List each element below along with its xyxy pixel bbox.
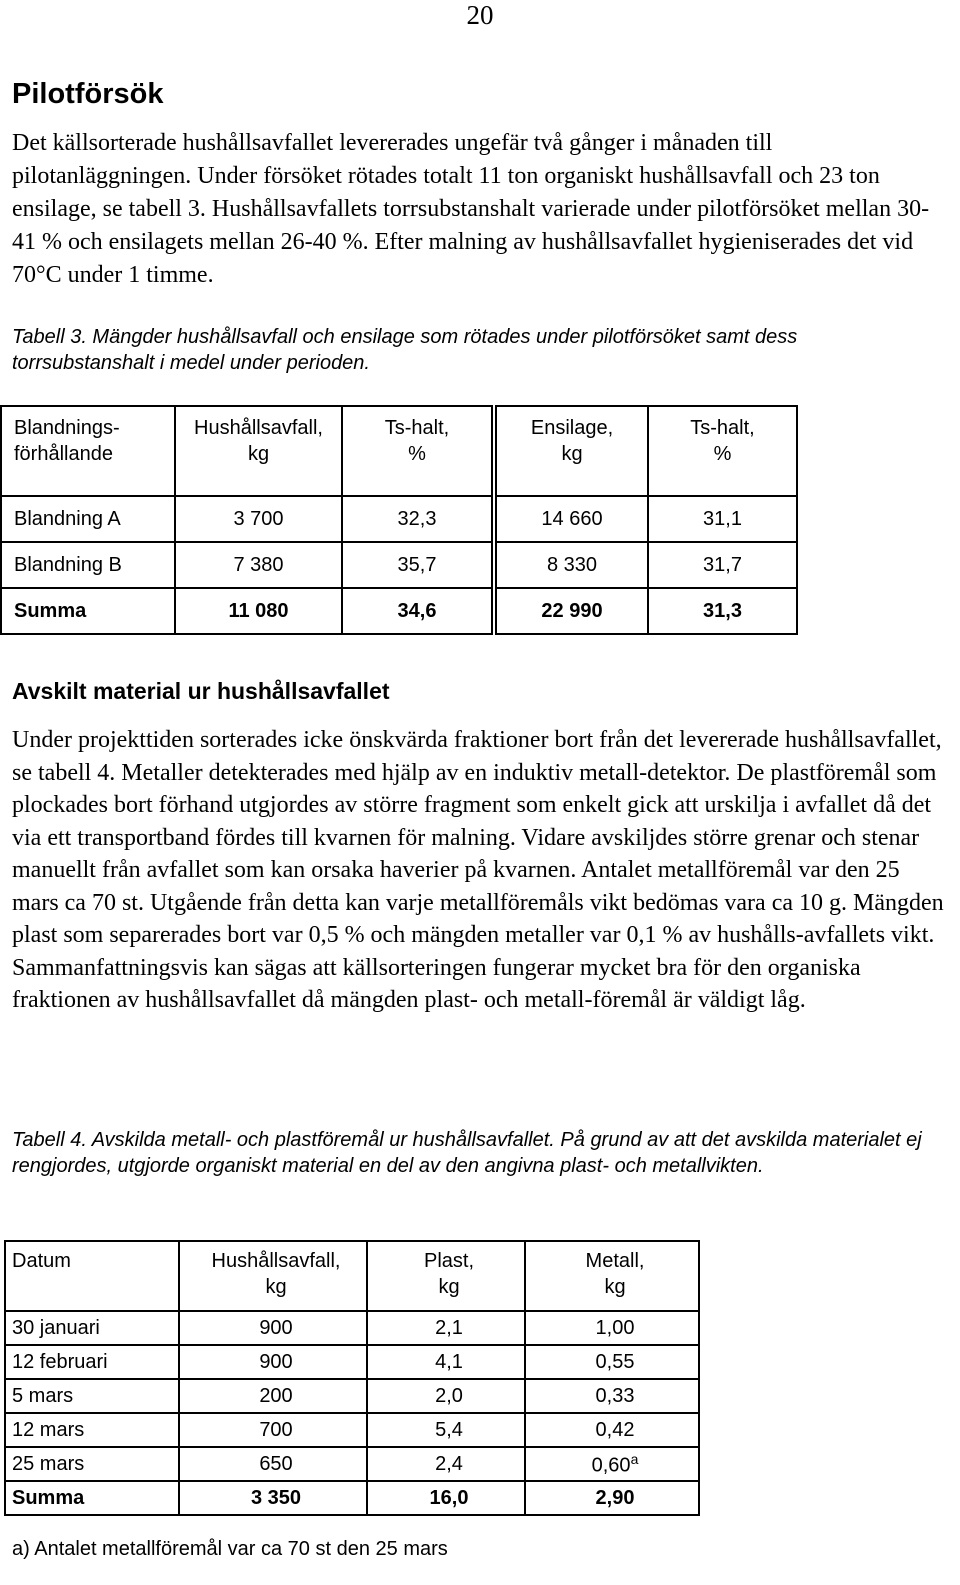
table3-header-row (1, 406, 797, 496)
table4-row (5, 1345, 699, 1379)
table4-cell-value: 0,60 (591, 1454, 631, 1477)
table4-cell: 1,00 (525, 1311, 699, 1345)
table3-cell: Blandning A (1, 496, 175, 542)
table3-cell: 8 330 (494, 542, 648, 588)
table4-cell: 0,42 (525, 1413, 699, 1447)
table4-header-line: Datum (12, 1250, 71, 1272)
table4-cell: 200 (179, 1379, 367, 1413)
table4-header-cell (367, 1241, 525, 1311)
page-number: 20 (466, 0, 494, 30)
table4-header-line: kg (438, 1276, 460, 1298)
table3-cell: 14 660 (494, 496, 648, 542)
table4-header-cell (5, 1241, 179, 1311)
table4-cell: 5 mars (5, 1379, 179, 1413)
table3-header-cell (648, 406, 797, 496)
table4-row (5, 1311, 699, 1345)
table4-header-row (5, 1241, 699, 1311)
table3-header-cell (342, 406, 494, 496)
table3-header-line: förhållande (14, 443, 113, 465)
table3-cell: 31,1 (648, 496, 797, 542)
table4-header-line: Metall, (585, 1250, 645, 1272)
table3-caption: Tabell 3. Mängder hushållsavfall och ensilage som rötades under pilotförsöket samt dess torrsubstanshalt i medel under perioden. (12, 326, 798, 374)
table4-cell-with-footnote (525, 1447, 699, 1481)
table3 (0, 405, 798, 635)
table3-header-line: Hushållsavfall, (194, 417, 323, 439)
table3-header-line: kg (561, 443, 583, 465)
table4-cell: 2,4 (367, 1447, 525, 1481)
table4-cell: 25 mars (5, 1447, 179, 1481)
table4-cell: 4,1 (367, 1345, 525, 1379)
table4-cell: 2,90 (525, 1481, 699, 1515)
table4-header-cell (179, 1241, 367, 1311)
table4-cell: 5,4 (367, 1413, 525, 1447)
table4-cell: 0,33 (525, 1379, 699, 1413)
table3-header-line: % (408, 443, 426, 465)
table4-row (5, 1379, 699, 1413)
table3-cell: 11 080 (175, 588, 342, 634)
table3-header-cell (1, 406, 175, 496)
table3-cell: Blandning B (1, 542, 175, 588)
table4-cell: Summa (5, 1481, 179, 1515)
table3-header-cell (175, 406, 342, 496)
table3-cell: 22 990 (494, 588, 648, 634)
table3-cell: 32,3 (342, 496, 494, 542)
table4-header-line: kg (265, 1276, 287, 1298)
section-heading-pilotforsok: Pilotförsök (12, 78, 164, 110)
table4-caption: Tabell 4. Avskilda metall- och plastföremål ur hushållsavfallet. På grund av att det avskilda materialet ej rengjordes, utgjorde organiskt material en del av den angivna plast- och metallvikten. (12, 1129, 922, 1177)
table4-cell: 16,0 (367, 1481, 525, 1515)
table4-row (5, 1413, 699, 1447)
table4-cell: 650 (179, 1447, 367, 1481)
table3-cell: Summa (1, 588, 175, 634)
table3-header-line: Ts-halt, (384, 417, 450, 439)
table4-cell: 12 mars (5, 1413, 179, 1447)
table4-cell: 0,55 (525, 1345, 699, 1379)
footnote-marker: a (630, 1450, 639, 1467)
paragraph-avskilt-material: Under projekttiden sorterades icke önskvärda fraktioner bort från det levererade hushållsavfallet, se tabell 4. Metaller detekterades med hjälp av en induktiv metall-detektor. De plastföremål som plockades bort förhand utgjordes av större fragment som enkelt gick att urskilja i avfallet då det via ett transportband fördes till kvarnen för malning. Vidare avskiljdes större grenar och stenar manuellt från avfallet som kan orsaka haverier på kvarnen. Antalet metallföremål var den 25 mars ca 70 st. Utgående från detta kan varje metallföremåls vikt bedömas vara ca 10 g. Mängden plast som separerades bort var 0,5 % och mängden metaller var 0,1 % av hushålls-avfallets vikt. Sammanfattningsvis kan sägas att källsorteringen fungerar mycket bra för den organiska fraktionen av hushållsavfallet då mängden plast- och metall-föremål är väldigt låg. (12, 727, 944, 1013)
table3-row (1, 496, 797, 542)
table4-footnote: a) Antalet metallföremål var ca 70 st den 25 mars (12, 1538, 448, 1560)
table4-header-line: Hushållsavfall, (211, 1250, 341, 1272)
paragraph-pilotforsok: Det källsorterade hushållsavfallet levererades ungefär två gånger i månaden till pilotanläggningen. Under försöket rötades totalt 11 ton organiskt hushållsavfall och 23 ton ensilage, se tabell 3. Hushållsavfallets torrsubstanshalt varierade under pilotförsöket mellan 30-41 % och ensilagets mellan 26-40 %. Efter malning av hushållsavfallet hygieniserades det vid 70°C under 1 timme. (12, 130, 930, 288)
table3-cell: 3 700 (175, 496, 342, 542)
table4-cell: 900 (179, 1311, 367, 1345)
table3-cell: 31,3 (648, 588, 797, 634)
table3-row (1, 542, 797, 588)
table4-cell: 30 januari (5, 1311, 179, 1345)
section-heading-avskilt-material: Avskilt material ur hushållsavfallet (12, 678, 390, 704)
table3-cell: 34,6 (342, 588, 494, 634)
table4-header-line: Plast, (423, 1250, 475, 1272)
table4-cell: 900 (179, 1345, 367, 1379)
table3-cell: 31,7 (648, 542, 797, 588)
table4-row (5, 1447, 699, 1481)
table4-cell: 700 (179, 1413, 367, 1447)
table3-header-line: % (713, 443, 732, 465)
table4-cell: 12 februari (5, 1345, 179, 1379)
table4-sum-row (5, 1481, 699, 1515)
table3-header-line: Ts-halt, (690, 417, 755, 439)
table3-header-cell (494, 406, 648, 496)
table4 (4, 1240, 700, 1516)
table3-sum-row (1, 588, 797, 634)
table4-header-cell (525, 1241, 699, 1311)
table3-header-line: Ensilage, (530, 417, 614, 439)
table3-header-line: Blandnings- (14, 417, 120, 439)
table4-cell: 2,1 (367, 1311, 525, 1345)
table4-cell: 2,0 (367, 1379, 525, 1413)
table4-header-line: kg (604, 1276, 626, 1298)
table3-cell: 7 380 (175, 542, 342, 588)
table3-header-line: kg (247, 443, 270, 465)
table4-cell: 3 350 (179, 1481, 367, 1515)
table3-cell: 35,7 (342, 542, 494, 588)
